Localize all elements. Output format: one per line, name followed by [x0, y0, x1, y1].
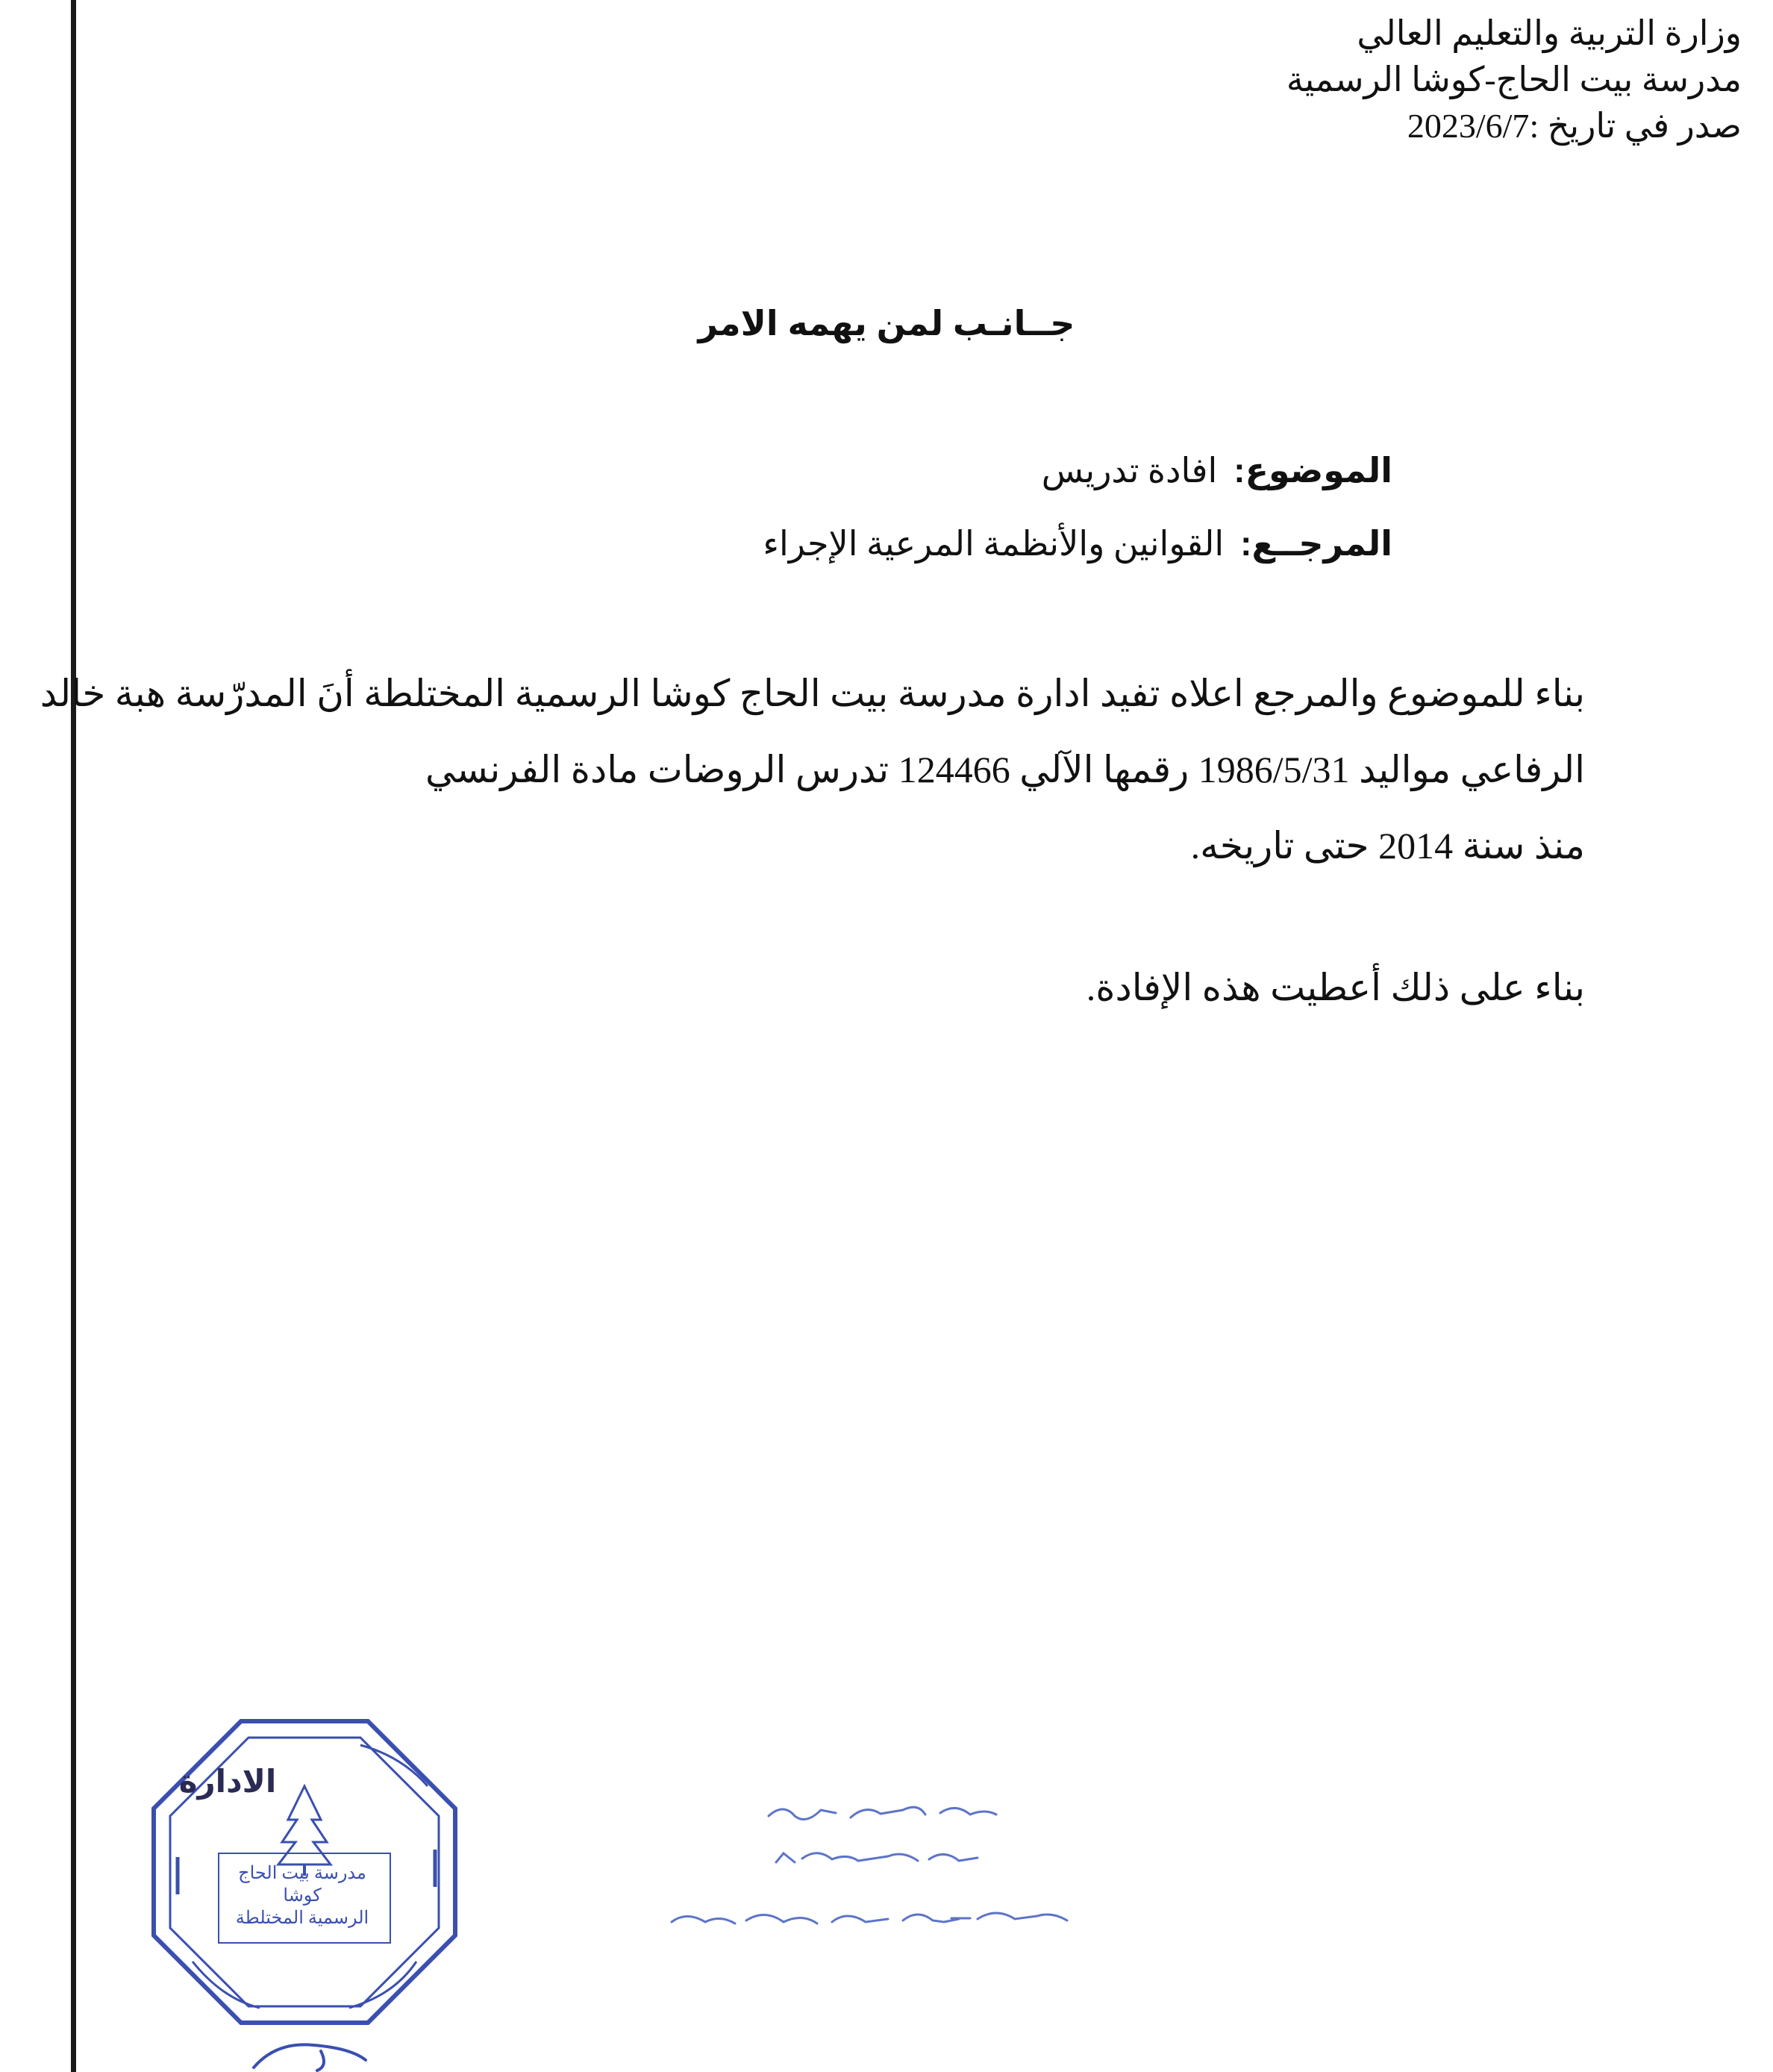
- school-name: مدرسة بيت الحاج-كوشا الرسمية: [1286, 60, 1742, 99]
- stamp-school-line-1: مدرسة بيت الحاج كوشا: [238, 1864, 366, 1906]
- handwritten-signature: [664, 1788, 1097, 1944]
- stamp-school-line-2: الرسمية المختلطة: [235, 1909, 369, 1928]
- handwritten-initials: [246, 2038, 381, 2072]
- closing-paragraph: [167, 949, 1585, 1026]
- reference-label: المرجــع:: [1240, 524, 1392, 563]
- document-title: جــانـب لمن يهمه الامر: [698, 304, 1075, 343]
- subject-value: افادة تدريس: [1041, 452, 1218, 490]
- body-line-3: منذ سنة 2014 حتى تاريخه.: [1190, 825, 1585, 867]
- reference-line: [763, 517, 1392, 570]
- body-paragraph: [40, 655, 1585, 884]
- stamp-title: الادارة: [178, 1764, 277, 1799]
- body-line-1: بناء للموضوع والمرجع اعلاه تفيد ادارة مدرسة بيت الحاج كوشا الرسمية المختلطة أنَ المدرّسة هبة خالد: [40, 673, 1585, 714]
- body-line-2: الرفاعي مواليد 1986/5/31 رقمها الآلي 124466 تدرس الروضات مادة الفرنسي: [425, 749, 1585, 790]
- stamp-school-text: [224, 1862, 381, 1929]
- closing-line: بناء على ذلك أعطيت هذه الإفادة.: [1086, 967, 1585, 1008]
- ministry-name: وزارة التربية والتعليم العالي: [1357, 14, 1742, 52]
- reference-value: القوانين والأنظمة المرعية الإجراء: [763, 525, 1225, 563]
- subject-label: الموضوع:: [1233, 451, 1392, 490]
- issue-date: صدر في تاريخ :2023/6/7: [1407, 107, 1742, 145]
- letterhead: [1145, 10, 1742, 149]
- subject-line: [1042, 444, 1392, 497]
